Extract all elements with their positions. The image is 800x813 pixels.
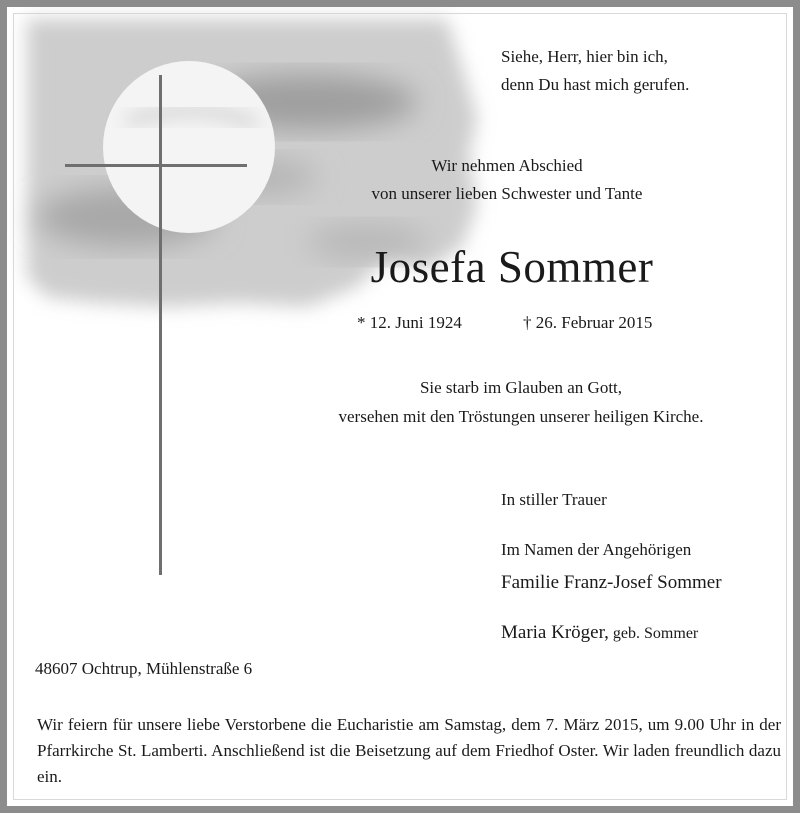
moon-icon (103, 61, 275, 233)
farewell-line-1: Wir nehmen Abschied (431, 156, 583, 175)
birth-date: * 12. Juni 1924 (357, 313, 462, 332)
mourner-maria-maiden: geb. Sommer (612, 625, 699, 642)
faith-line-2: versehen mit den Tröstungen unserer heiligen Kirche. (338, 407, 704, 426)
on-behalf-label: Im Namen der Angehörigen (501, 540, 692, 559)
address: 48607 Ochtrup, Mühlenstraße 6 (35, 659, 253, 678)
faith-line-1: Sie starb im Glauben an Gott, (419, 378, 623, 397)
farewell-text (307, 152, 707, 208)
verse-line-1: Siehe, Herr, hier bin ich, (501, 47, 668, 66)
farewell-line-2: von unserer lieben Schwester und Tante (371, 184, 643, 203)
family-name: Familie Franz-Josef Sommer (501, 572, 722, 593)
mourner-maria (501, 622, 698, 644)
service-announcement: Wir feiern für unsere liebe Verstorbene die Eucharistie am Samstag, dem 7. März 2015, um 9.00 Uhr in der Pfarrkirche St. Lamberti. Anschließend ist die Beisetzung auf dem Friedhof Oster. Wir laden freundlich dazu ein. (37, 715, 781, 786)
deceased-name: Josefa Sommer (370, 242, 654, 292)
faith-statement (261, 373, 781, 431)
death-date: † 26. Februar 2015 (523, 313, 653, 332)
in-mourning-label: In stiller Trauer (501, 490, 607, 509)
verse (501, 43, 689, 99)
verse-line-2: denn Du hast mich gerufen. (501, 75, 690, 94)
mourner-maria-name: Maria Kröger, (501, 622, 609, 643)
